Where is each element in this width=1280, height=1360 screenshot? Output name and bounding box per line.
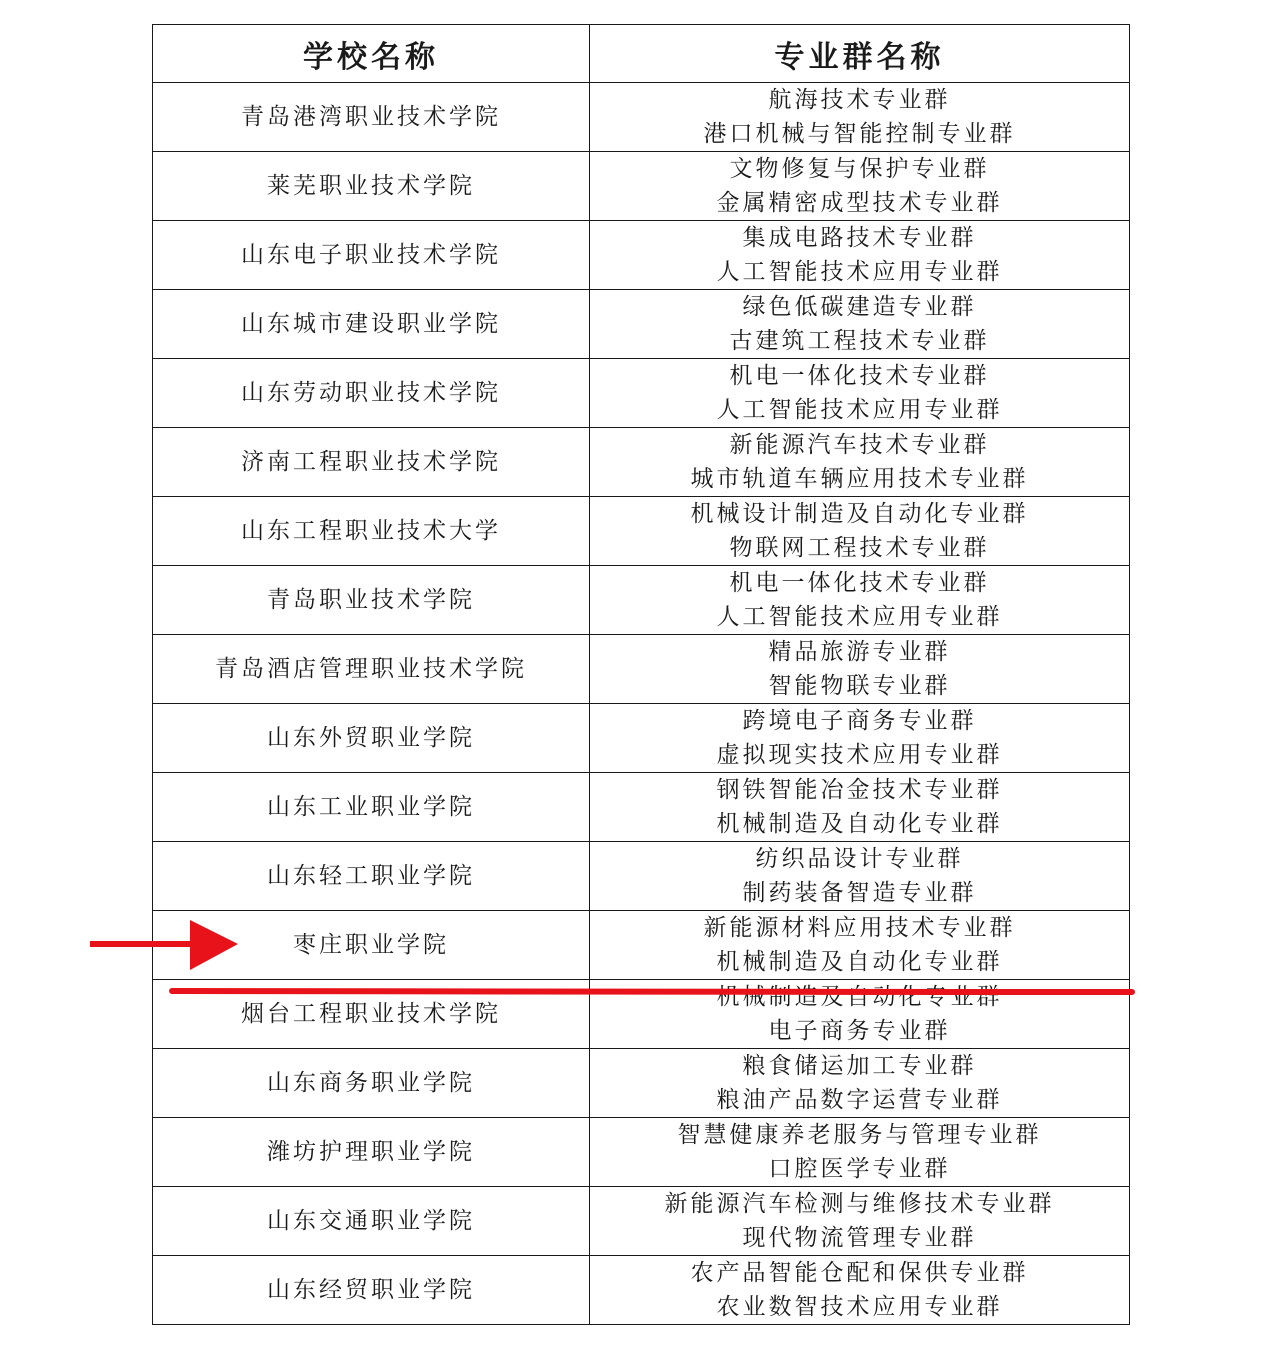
school-name-cell: 烟台工程职业技术学院	[153, 980, 590, 1049]
school-name-cell: 山东外贸职业学院	[153, 704, 590, 773]
program-group-name: 精品旅游专业群	[768, 639, 951, 665]
program-groups-cell	[590, 911, 1130, 980]
program-groups-cell	[590, 497, 1130, 566]
school-name-cell: 青岛酒店管理职业技术学院	[153, 635, 590, 704]
program-groups-cell	[590, 221, 1130, 290]
table-row	[153, 152, 1130, 221]
program-group-name: 新能源汽车检测与维修技术专业群	[664, 1191, 1055, 1217]
table-row	[153, 290, 1130, 359]
program-groups-cell	[590, 290, 1130, 359]
program-group-name: 纺织品设计专业群	[755, 846, 964, 872]
program-group-name: 机械制造及自动化专业群	[716, 811, 1003, 837]
college-program-table	[152, 24, 1130, 1325]
program-group-name: 跨境电子商务专业群	[742, 708, 977, 734]
header-program-group-name: 专业群名称	[590, 25, 1130, 83]
school-name-cell: 青岛港湾职业技术学院	[153, 83, 590, 152]
program-group-name: 虚拟现实技术应用专业群	[716, 742, 1003, 768]
program-groups-cell	[590, 635, 1130, 704]
table-row	[153, 842, 1130, 911]
school-name-cell: 山东工程职业技术大学	[153, 497, 590, 566]
program-group-name: 古建筑工程技术专业群	[729, 328, 990, 354]
table-row	[153, 704, 1130, 773]
program-groups-cell	[590, 566, 1130, 635]
program-groups-cell	[590, 1187, 1130, 1256]
program-groups-cell	[590, 83, 1130, 152]
school-name-cell: 山东轻工职业学院	[153, 842, 590, 911]
program-group-name: 现代物流管理专业群	[742, 1225, 977, 1251]
table-row	[153, 221, 1130, 290]
school-name-cell: 济南工程职业技术学院	[153, 428, 590, 497]
table-row	[153, 980, 1130, 1049]
program-group-name: 粮油产品数字运营专业群	[716, 1087, 1003, 1113]
program-group-name: 物联网工程技术专业群	[729, 535, 990, 561]
table-row	[153, 773, 1130, 842]
table-row	[153, 497, 1130, 566]
program-group-name: 人工智能技术应用专业群	[716, 259, 1003, 285]
program-group-name: 粮食储运加工专业群	[742, 1053, 977, 1079]
program-groups-cell	[590, 1256, 1130, 1325]
program-group-name: 机械制造及自动化专业群	[716, 949, 1003, 975]
program-groups-cell	[590, 1118, 1130, 1187]
table-row	[153, 1118, 1130, 1187]
school-name-cell: 青岛职业技术学院	[153, 566, 590, 635]
program-group-name: 机电一体化技术专业群	[729, 570, 990, 596]
program-group-name: 集成电路技术专业群	[742, 225, 977, 251]
school-name-cell: 山东工业职业学院	[153, 773, 590, 842]
program-group-name: 机电一体化技术专业群	[729, 363, 990, 389]
table-row	[153, 83, 1130, 152]
table-row	[153, 566, 1130, 635]
program-group-name: 电子商务专业群	[768, 1018, 951, 1044]
program-group-name: 文物修复与保护专业群	[729, 156, 990, 182]
school-name-cell: 枣庄职业学院	[153, 911, 590, 980]
program-groups-cell	[590, 842, 1130, 911]
program-group-name: 智慧健康养老服务与管理专业群	[677, 1122, 1042, 1148]
school-name-cell: 山东商务职业学院	[153, 1049, 590, 1118]
program-groups-cell	[590, 359, 1130, 428]
header-row	[153, 25, 1130, 83]
program-groups-cell	[590, 428, 1130, 497]
header-school-name: 学校名称	[153, 25, 590, 83]
program-group-name: 航海技术专业群	[768, 87, 951, 113]
school-name-cell: 山东电子职业技术学院	[153, 221, 590, 290]
school-name-cell: 山东经贸职业学院	[153, 1256, 590, 1325]
program-groups-cell	[590, 152, 1130, 221]
table-row	[153, 359, 1130, 428]
program-group-name: 绿色低碳建造专业群	[742, 294, 977, 320]
table-row	[153, 1187, 1130, 1256]
table-row	[153, 1049, 1130, 1118]
program-group-name: 港口机械与智能控制专业群	[703, 121, 1016, 147]
program-groups-cell	[590, 980, 1130, 1049]
table-row	[153, 635, 1130, 704]
program-group-name: 金属精密成型技术专业群	[716, 190, 1003, 216]
table-row	[153, 428, 1130, 497]
program-group-name: 机械制造及自动化专业群	[716, 984, 1003, 1010]
program-group-name: 新能源材料应用技术专业群	[703, 915, 1016, 941]
table-row	[153, 911, 1130, 980]
program-groups-cell	[590, 1049, 1130, 1118]
program-group-name: 口腔医学专业群	[768, 1156, 951, 1182]
program-group-name: 钢铁智能冶金技术专业群	[716, 777, 1003, 803]
school-name-cell: 山东劳动职业技术学院	[153, 359, 590, 428]
program-group-name: 制药装备智造专业群	[742, 880, 977, 906]
school-name-cell: 山东城市建设职业学院	[153, 290, 590, 359]
program-group-name: 农业数智技术应用专业群	[716, 1294, 1003, 1320]
program-groups-cell	[590, 773, 1130, 842]
program-group-name: 智能物联专业群	[768, 673, 951, 699]
school-name-cell: 潍坊护理职业学院	[153, 1118, 590, 1187]
program-group-name: 城市轨道车辆应用技术专业群	[690, 466, 1029, 492]
program-group-name: 农产品智能仓配和保供专业群	[690, 1260, 1029, 1286]
table-row	[153, 1256, 1130, 1325]
program-group-name: 机械设计制造及自动化专业群	[690, 501, 1029, 527]
program-group-name: 人工智能技术应用专业群	[716, 604, 1003, 630]
program-groups-cell	[590, 704, 1130, 773]
program-group-name: 人工智能技术应用专业群	[716, 397, 1003, 423]
table-body	[153, 83, 1130, 1325]
school-name-cell: 莱芜职业技术学院	[153, 152, 590, 221]
program-group-name: 新能源汽车技术专业群	[729, 432, 990, 458]
school-name-cell: 山东交通职业学院	[153, 1187, 590, 1256]
